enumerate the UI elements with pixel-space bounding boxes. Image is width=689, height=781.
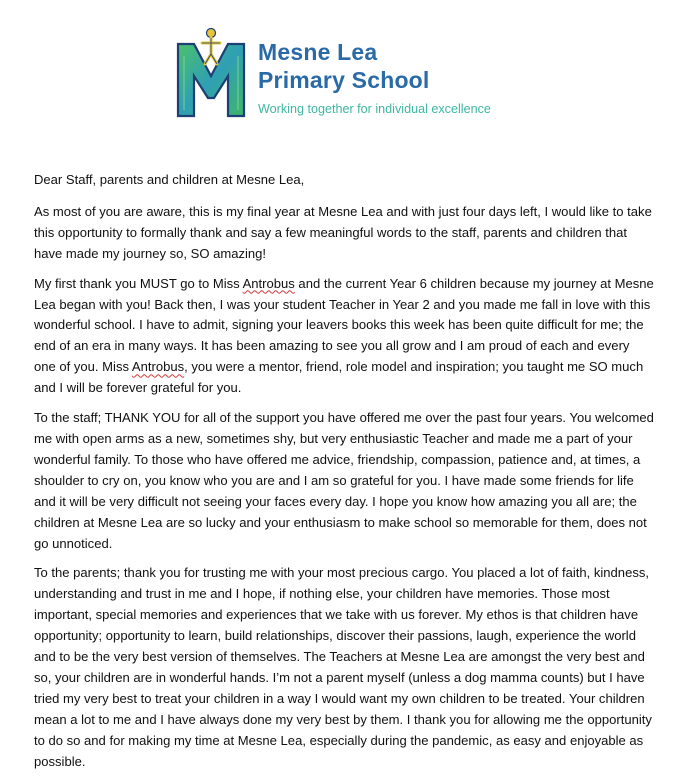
school-name-line1: Mesne Lea	[258, 39, 378, 65]
letter-body	[34, 170, 654, 781]
paragraph-3: To the staff; THANK YOU for all of the support you have offered me over the past four years. You welcomed me with open arms as a new, sometimes shy, but very enthusiastic Teacher and made me a part of your wonderful family. To those who have offered me advice, friendship, compassion, patience and, at times, a shoulder to cry on, you know who you are and I am so grateful for you. I have made some friends for life and it will be very difficult not seeing your faces every day. I hope you know how amazing you all are; the children at Mesne Lea are so lucky and your enthusiasm to make school so memorable for them, does not go unnoticed.	[34, 410, 654, 551]
paragraph-2	[34, 274, 654, 399]
misspelled-name: Antrobus	[131, 359, 185, 375]
paragraph-2-part-c: , you were a mentor, friend, role model and inspiration; you taught me SO much and I will be forever grateful for you.	[34, 359, 644, 396]
paragraph-4: To the parents; thank you for trusting me with your most precious cargo. You placed a lot of faith, kindness, understanding and trust in me and I hope, if nothing else, your children have memories. Those most important, special memories and experiences that we take with us forever. My ethos is that children have opportunity; opportunity to learn, build relationships, discover their passions, laugh, experience the world and to be the very best version of themselves. The Teachers at Mesne Lea are amongst the very best and so, your children are in wonderful hands. I’m not a parent myself (unless a dog mamma counts) but I have tried my very best to treat your children in a way I would want my own children to be treated. Your children mean a lot to me and I have always done my very best by them. I thank you for allowing me the opportunity to do so and for making my time at Mesne Lea, especially during the pandemic, as easy and enjoyable as possible.	[34, 565, 652, 769]
paragraph-2-part-b: and the current Year 6 children because my journey at Mesne Lea began with you! Back then, I was your student Teacher in Year 2 and you made me fall in love with this wonderful school. I have to admit, signing your leavers books this week has been quite difficult for me; the end of an era in many ways. It has been amazing to see you all grow and I am proud of each and every one of you. Miss	[34, 275, 654, 375]
school-name	[258, 38, 430, 94]
letterhead	[176, 26, 536, 122]
school-logo	[176, 26, 246, 118]
paragraph-1: As most of you are aware, this is my final year at Mesne Lea and with just four days left, I would like to take this opportunity to formally thank and say a few meaningful words to the staff, parents and children that have made my journey so, SO amazing!	[34, 203, 652, 261]
paragraph-2-part-a: My first thank you MUST go to Miss	[34, 275, 243, 291]
misspelled-name: Antrobus	[242, 275, 295, 291]
salutation: Dear Staff, parents and children at Mesne Lea,	[34, 172, 305, 187]
school-tagline: Working together for individual excellence	[258, 102, 491, 116]
school-name-line2: Primary School	[258, 67, 430, 93]
